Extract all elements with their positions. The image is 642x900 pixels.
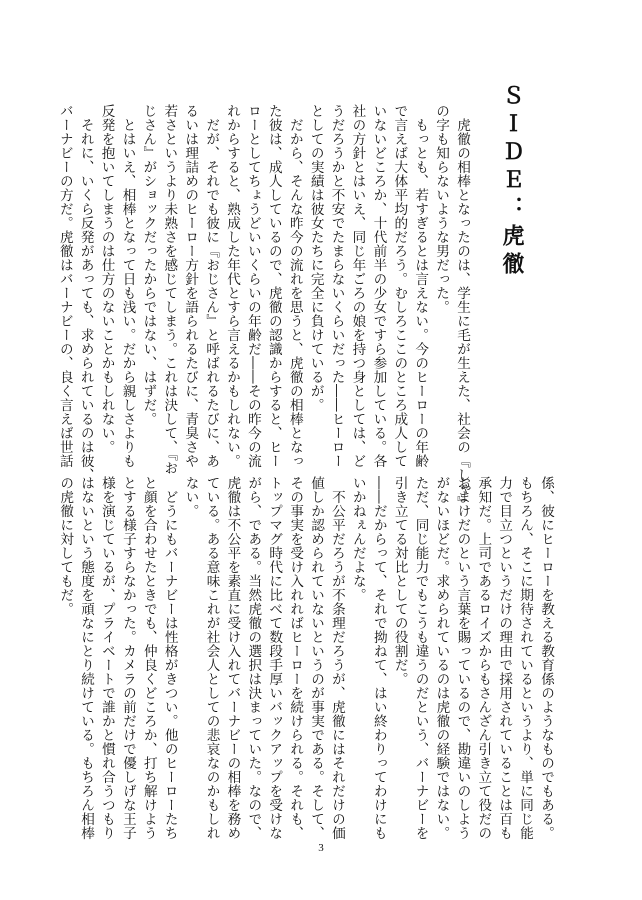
- text-line: と顔を合わせたときでも、仲良くどころか、打ち解けよう: [140, 476, 157, 840]
- text-line: 社の方針とはいえ、同じ年ごろの娘を持つ身としては、ど: [349, 104, 366, 468]
- text-line: おまけだのという言葉を賜っているので、勘違いのしよう: [454, 476, 471, 840]
- text-line: 係、彼にヒーローを教える教育係のようなものでもある。: [538, 476, 554, 840]
- text-line: とはいえ、相棒となって日も浅い。だから親しさよりも: [119, 104, 136, 468]
- text-line: それに、いくら反発があっても、求められているのは彼、: [77, 104, 94, 482]
- text-line: 引き立てる対比としての役割だ。: [391, 476, 408, 686]
- text-line: た彼は、成人しているので、虎徹の認識からすると、ヒー: [265, 104, 282, 468]
- text-line: の虎徹に対してもだ。: [57, 476, 74, 616]
- text-line: ――だからって、それで拗ねて、はい終わりってわけにも: [370, 476, 387, 840]
- text-line: ローとしてちょうどいいくらいの年齢だ――その昨今の流: [244, 104, 261, 468]
- text-line: だから、そんな昨今の流れを思うと、虎徹の相棒となっ: [286, 104, 303, 468]
- text-line: トップマグ時代に比べて数段手厚いバックアップを受けな: [266, 476, 283, 840]
- text-line: だが、それでも彼に『おじさん』と呼ばれるたびに、あ: [203, 104, 220, 468]
- upper-text-block: [56, 104, 472, 510]
- text-line: いないどころか、十代前半の少女ですら参加している。各: [370, 104, 387, 468]
- text-line: いかねぇんだよな。: [349, 476, 366, 602]
- text-line: 虎徹の相棒となったのは、学生に毛が生えた、社会の『しゃ』: [454, 104, 470, 510]
- lower-text-block: [57, 476, 556, 840]
- text-line: 様を演じているが、プライベートで誰かと慣れ合うつもり: [98, 476, 115, 840]
- text-line: じさん』がショックだったからではない、はずだ。: [140, 104, 157, 426]
- text-line: るいは理詰めのヒーロー方針を語られるたびに、青臭さや: [182, 104, 199, 468]
- text-line: 若さというより未熟さを感じてしまう。これは決して、『お: [161, 104, 178, 476]
- text-line: どうにもバーナビーは性格がきつい。他のヒーローたち: [161, 476, 178, 840]
- text-line: もっとも、若すぎるとは言えない。今のヒーローの年齢: [412, 104, 429, 468]
- text-line: 反発を抱いてしまうのは仕方のないことかもしれない。: [98, 104, 115, 454]
- text-line: 値しか認められていないというのが事実である。そして、: [308, 476, 325, 840]
- chapter-title: ＳＩＤＥ：虎徹: [499, 84, 524, 280]
- page-number: 3: [318, 842, 324, 854]
- text-line: で言えば大体平均的だろう。むしろここのところ成人して: [391, 104, 408, 468]
- text-line: としての実績は彼女たちに完全に負けているが。: [307, 104, 324, 412]
- text-line: とする様子すらなかった。カメラの前だけで優しげな王子: [119, 476, 136, 840]
- text-line: ている。ある意味これが社会人としての悲哀なのかもしれ: [203, 476, 220, 840]
- text-line: ない。: [182, 476, 199, 518]
- text-line: 虎徹は不公平を素直に受け入れてバーナビーの相棒を務め: [224, 476, 241, 840]
- text-line: バーナビーの方だ。虎徹はバーナビーの、良く言えば世話: [56, 104, 73, 468]
- text-line: その事実を受け入れればヒーローを続けられる。それも、: [287, 476, 304, 840]
- text-line: がないほどだ。求められているのは虎徹の経験ではない。: [433, 476, 450, 840]
- text-line: うだろうかと不安でたまらないくらいだった――ヒーロー: [328, 104, 345, 468]
- text-line: ただ、同じ能力でもこうも違うのだという、バーナビーを: [412, 476, 429, 840]
- text-line: 承知だ。上司であるロイズからもさんざん引き立て役だの: [475, 476, 492, 840]
- text-line: がら、である。当然虎徹の選択は決まっていた。なので、: [245, 476, 262, 840]
- text-line: 力で目立つというだけの理由で採用されていることは百も: [496, 476, 513, 840]
- text-line: の字も知らないような男だった。: [433, 104, 450, 314]
- text-line: はないという態度を頑なにとり続けている。もちろん相棒: [78, 476, 95, 840]
- text-line: もちろん、そこに期待されているというより、単に同じ能: [517, 476, 534, 840]
- text-line: れからすると、熟成した年代とすら言えるかもしれない。: [224, 104, 241, 468]
- text-line: 不公平だろうが不条理だろうが、虎徹にはそれだけの価: [328, 476, 345, 840]
